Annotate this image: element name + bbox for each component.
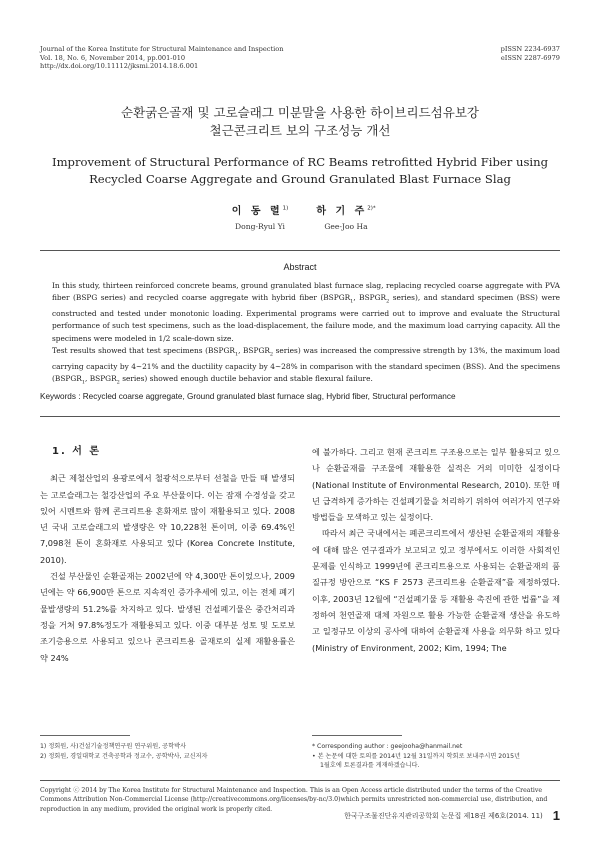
footnote-rule-left [40, 735, 130, 736]
copyright-rule [40, 780, 560, 781]
subscript: 1 [234, 351, 239, 358]
abstract-p2-text-c: series) was increased the compressive strength by 13%, the maximum load carrying capacity by 4~21% and the ductility capacity by 4~28% in comparison with the standard specimen (BSS). And the specimens (BSPGR [52, 345, 560, 384]
korean-title-line1: 순환굵은골재 및 고로슬래그 미분말을 사용한 하이브리드섬유보강 [121, 105, 479, 120]
korean-title [40, 104, 560, 140]
left-paragraph-2: 건설 부산물인 순환골재는 2002년에 약 4,300만 톤이었으나, 2009년에는 약 66,900만 톤으로 지속적인 증가추세에 있고, 이는 전체 폐기물발생량의 51.2%를 차지하고 있다. 발생된 건설폐기물은 중간처리과정을 거쳐 97.8%정도가 재활용되고 있다. 이중 대부분 성토 및 도로보조기층용으로 사용되고 있으나 콘크리트용 골재로의 실제 재활용률은 약 24% [40, 571, 295, 663]
abstract-top-rule [40, 250, 560, 251]
journal-volume: Vol. 18, No. 6, November 2014, pp.001-010 [40, 53, 186, 62]
footnotes-right [312, 742, 560, 771]
abstract-bottom-rule [40, 416, 560, 417]
author-2-name-en: Gee-Joo Ha [324, 222, 368, 231]
right-paragraph-2: 따라서 최근 국내에서는 폐콘크리트에서 생산된 순환골재의 재활용에 대해 많은 연구결과가 보고되고 있고 정부에서도 이러한 사회적인 문제를 인식하고 1999년에 콘크리트용으로 사용되는 순환골재의 품질규정 방안으로 “KS F 2573 콘크리트용 순환골재”를 제정하였다. 이후, 2003년 12월에 “건설폐기물 등 재활용 촉진에 관한 법률”을 제정하여 천연골재 대체 자원으로 활용 가능한 순환골재 생산을 유도하고 일정규모 이상의 공사에 대하여 순환골재 사용을 의무화 하고 있다 (Ministry of Environment, 2002; Kim, 1994; The [312, 528, 560, 653]
abstract-heading: Abstract [283, 262, 317, 272]
subscript: 1 [350, 298, 354, 305]
author-2-mark: 2)* [367, 205, 376, 212]
section-heading: 1. 서 론 [52, 446, 102, 457]
english-title-line2: Recycled Coarse Aggregate and Ground Granulated Blast Furnace Slag [89, 171, 511, 186]
english-title [40, 154, 560, 187]
abstract-p2-text-a: Test results showed that test specimens (BSPGR [52, 345, 235, 355]
abstract-p2-text-e: series) showed enough ductile behavior and stable flexural failure. [119, 374, 373, 384]
issn-block [501, 45, 560, 62]
journal-name: Journal of the Korea Institute for Structural Maintenance and Inspection [40, 45, 284, 53]
left-paragraph-1: 최근 제철산업의 용광로에서 철광석으로부터 선철을 만들 때 발생되는 고로슬래그는 철강산업의 주요 부산물이다. 이는 잠재 수경성을 갖고 있어 시멘트와 함께 콘크리트용 혼화재로 많이 재활용되고 있다. 2008년 국내 고로슬래그의 발생량은 약 10,228천 톤이며, 이중 69.4%인 7,098천 톤이 혼화재로 사용되고 있다 (Korea Concrete Institute, 2010). [40, 473, 295, 565]
doi-link[interactable]: http://dx.doi.org/10.11112/jksmi.2014.18.6.001 [40, 62, 199, 71]
discussion-note-2: 1월호에 토론결과를 게재하겠습니다. [320, 762, 420, 769]
journal-header [40, 45, 283, 71]
keywords: Keywords : Recycled coarse aggregate, Ground granulated blast furnace slag, Hybrid fiber, Structural performance [40, 392, 456, 401]
pissn: pISSN 2234-6937 [500, 45, 560, 53]
abstract-body [52, 280, 560, 389]
author-2 [286, 202, 406, 231]
abstract-paragraph-1 [52, 280, 560, 345]
eissn: eISSN 2287-6979 [500, 53, 560, 62]
abstract-p2-text-d: , BSPGR [85, 374, 117, 384]
footnote-1: 1) 정회원, 사)건설기술정책연구원 연구위원, 공학박사 [40, 743, 187, 750]
subscript: 2 [386, 298, 390, 305]
abstract-p1-text-a: In this study, thirteen reinforced concrete beams, ground granulated blast furnace slag, replacing recycled coarse aggregate with PVA fiber (BSPG series) and recycled coarse aggregate with hybrid fiber (BSPGR [52, 281, 560, 303]
subscript: 2 [116, 379, 120, 386]
abstract-p1-text-b: , BSPGR [353, 293, 387, 303]
footnote-2: 2) 정회원, 경일대학교 건축공학과 정교수, 공학박사, 교신저자 [40, 752, 208, 760]
author-2-name-ko: 하 기 주 [316, 206, 368, 217]
footnotes-left [40, 742, 295, 761]
copyright-notice: Copyright ⓒ 2014 by The Korea Institute for Structural Maintenance and Inspection. This is an Open Access article distributed under the terms of the Creative Commons Attribution Non-Commercial License (http://creativecommons.org/licenses/by-nc/3.0)which permits unrestricted non-commercial use, distribution, and reproduction in any medium, provided the original work is properly cited. [40, 787, 548, 813]
right-paragraph-1: 에 불가하다. 그리고 현재 콘크리트 구조용으로는 일부 활용되고 있으나 순환골재를 구조물에 재활용한 실적은 거의 미미한 실정이다 (National Institute of Environmental Research, 2010). 또한 매년 급격하게 증가하는 건설폐기물을 처리하기 위하여 여러가지 연구와 방법들을 모색하고 있는 실정이다. [312, 447, 560, 523]
abstract-p1-text-c: series), and standard specimen (BSS) were constructed and tested under monotonic loading. Experimental programs were carried out to improve and evaluate the Structural performance of such test specimens, such as the load-displacement, the failure mode, and the maximum load carrying capacity. All the specimens were modeled in 1/2 scale-down size. [52, 293, 560, 343]
abstract-p2-text-b: , BSPGR [238, 345, 270, 355]
subscript: 2 [269, 351, 274, 358]
author-1-name-ko: 이 동 렬 [231, 206, 283, 217]
page-number: 1 [552, 808, 560, 823]
corresponding-author: * Corresponding author : geejooha@hanmail.net [312, 743, 463, 750]
footer-journal-name: 한국구조물진단유지관리공학회 논문집 제18권 제6호(2014. 11) [344, 811, 543, 820]
footnote-rule-right [312, 735, 402, 736]
author-1-name-en: Dong-Ryul Yi [235, 222, 285, 231]
korean-title-line2: 철근콘크리트 보의 구조성능 개선 [209, 123, 391, 138]
discussion-note-1: • 본 논문에 대한 토의를 2014년 12월 31일까지 학회로 보내주시면 2015년 [312, 752, 521, 760]
abstract-paragraph-2 [52, 345, 560, 389]
english-title-line1: Improvement of Structural Performance of RC Beams retrofitted Hybrid Fiber using [51, 155, 549, 169]
subscript: 1 [81, 379, 86, 386]
right-column [312, 444, 560, 656]
page-footer [344, 808, 560, 823]
left-column [40, 444, 295, 666]
author-1-mark: 1) [282, 205, 289, 212]
